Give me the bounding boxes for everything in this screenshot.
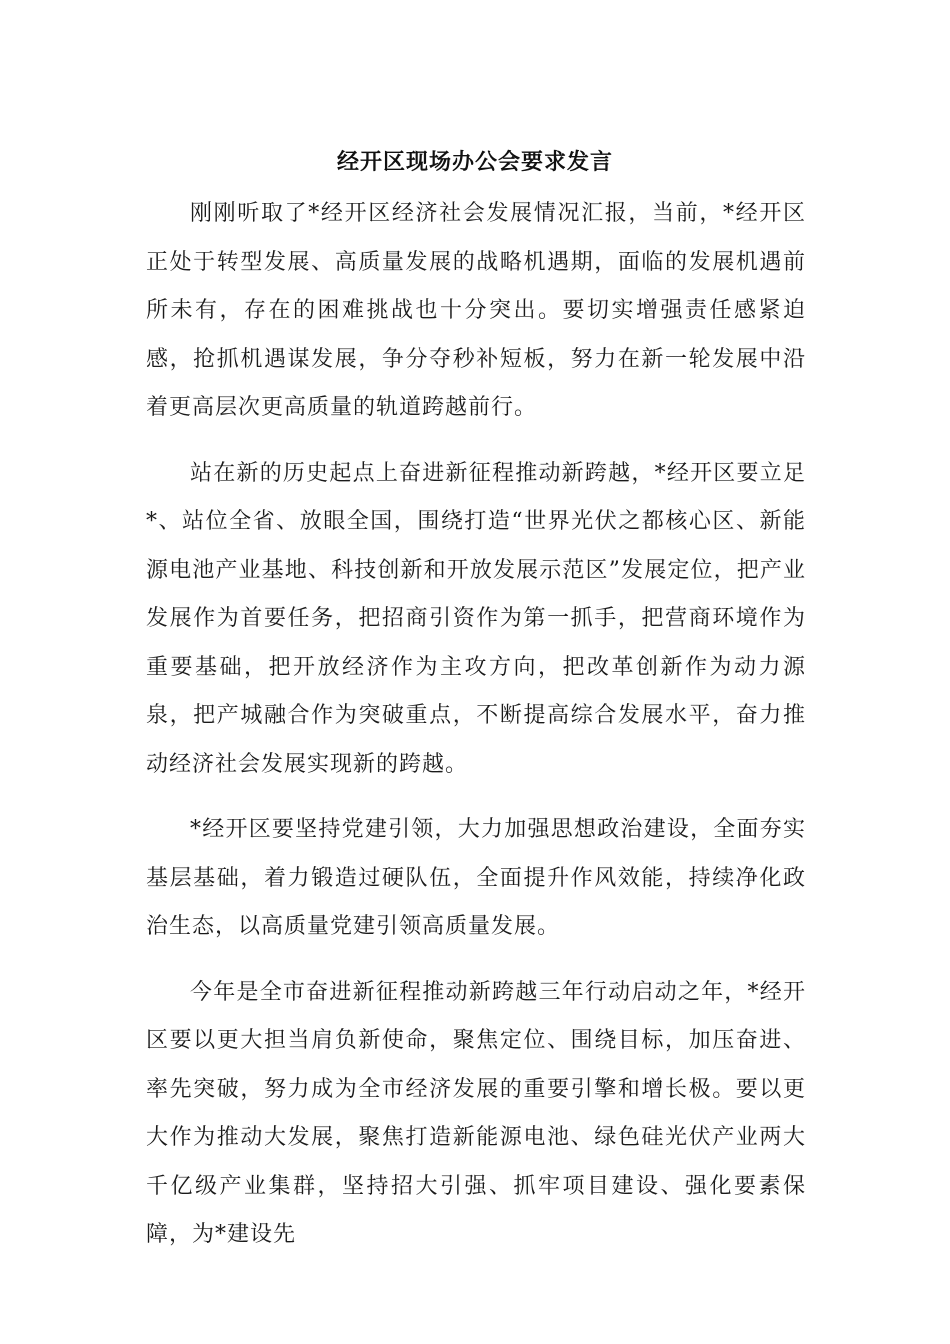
document-body <box>146 190 806 1277</box>
paragraph-1: 刚刚听取了*经开区经济社会发展情况汇报，当前，*经开区正处于转型发展、高质量发展的战略机遇期，面临的发展机遇前所未有，存在的困难挑战也十分突出。要切实增强责任感紧迫感，抢抓机遇谋发展，争分夺秒补短板，努力在新一轮发展中沿着更高层次更高质量的轨道跨越前行。 <box>146 201 806 420</box>
paragraph-2: 站在新的历史起点上奋进新征程推动新跨越，*经开区要立足*、站位全省、放眼全国，围绕打造“世界光伏之都核心区、新能源电池产业基地、科技创新和开放发展示范区”发展定位，把产业发展作为首要任务，把招商引资作为第一抓手，把营商环境作为重要基础，把开放经济作为主攻方向，把改革创新作为动力源泉，把产城融合作为突破重点，不断提高综合发展水平，奋力推动经济社会发展实现新的跨越。 <box>146 460 806 777</box>
paragraph-3: *经开区要坚持党建引领，大力加强思想政治建设，全面夯实基层基础，着力锻造过硬队伍，全面提升作风效能，持续净化政治生态，以高质量党建引领高质量发展。 <box>146 817 806 939</box>
document-title: 经开区现场办公会要求发言 <box>336 149 613 175</box>
paragraph-4: 今年是全市奋进新征程推动新跨越三年行动启动之年，*经开区要以更大担当肩负新使命，聚焦定位、围绕目标，加压奋进、率先突破，努力成为全市经济发展的重要引擎和增长极。要以更大作为推动大发展，聚焦打造新能源电池、绿色硅光伏产业两大千亿级产业集群，坚持招大引强、抓牢项目建设、强化要素保障，为*建设先 <box>146 979 806 1247</box>
